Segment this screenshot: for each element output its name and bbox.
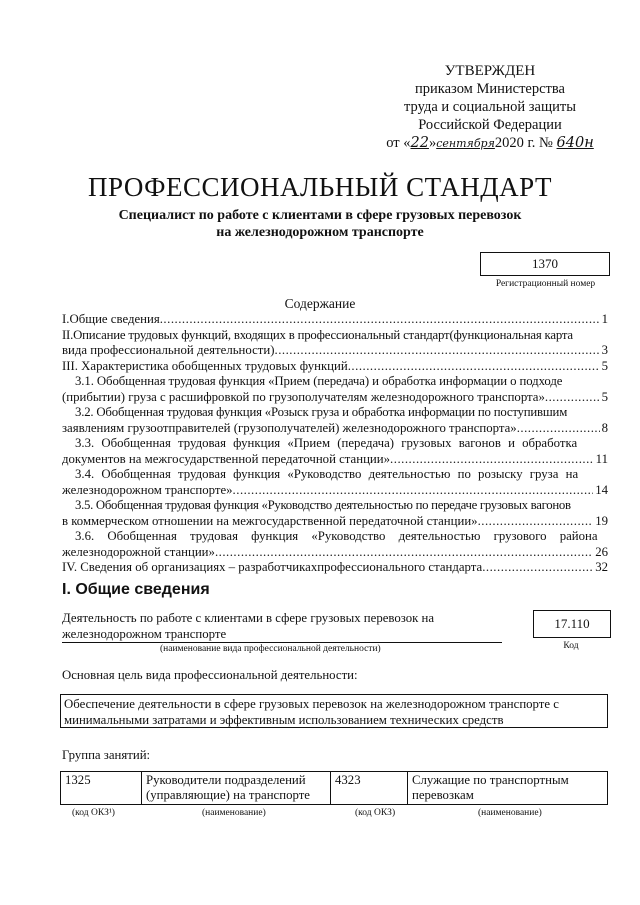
- toc-page: 14: [595, 482, 608, 497]
- toc-entry-3-2-cont: [62, 421, 608, 437]
- date-month: сентября: [436, 137, 495, 150]
- date-prefix: от «: [386, 135, 411, 151]
- goal-label: Основная цель вида профессиональной деятельности:: [62, 668, 358, 682]
- activity-caption: (наименование вида профессиональной деятельности): [160, 644, 381, 654]
- order-number: 640н: [556, 135, 594, 151]
- document-subtitle: [0, 207, 640, 241]
- document-title: ПРОФЕССИОНАЛЬНЫЙ СТАНДАРТ: [87, 172, 553, 202]
- toc-entry-3-6-cont: [62, 545, 608, 561]
- date-mid: »: [428, 135, 437, 151]
- toc-text: вида профессиональной деятельности): [62, 343, 275, 357]
- toc-entry-3-1[interactable]: [62, 374, 608, 390]
- toc-text: I.Общие сведения: [62, 312, 160, 326]
- activity-code-box: 17.110: [533, 610, 611, 638]
- toc-page: 5: [601, 389, 608, 404]
- okz-code-cell: 4323: [331, 772, 408, 805]
- activity-name-line-1: Деятельность по работе с клиентами в сфере грузовых перевозок на: [62, 611, 435, 625]
- toc-page: 32: [595, 560, 608, 574]
- subtitle-line-2: на железнодорожном транспорте: [216, 225, 424, 240]
- activity-name-line-2: железнодорожном транспорте: [62, 627, 227, 641]
- toc-leader: [478, 514, 594, 530]
- table-of-contents: [62, 312, 608, 576]
- approval-line-ministry: приказом Министерства: [415, 81, 565, 97]
- toc-leader: [390, 452, 594, 468]
- toc-text: 3.5. Обобщенная трудовая функция «Руководство деятельностью по передаче грузовых вагонов: [75, 498, 571, 512]
- registration-number-label: Регистрационный номер: [495, 279, 596, 289]
- toc-entry-3-4-cont: [62, 483, 608, 499]
- toc-text: железнодорожной станции»: [62, 544, 215, 559]
- toc-entry-ii[interactable]: II.Описание трудовых функций, входящих в профессиональный стандарт(функциональная карта: [62, 327, 573, 342]
- toc-leader: [215, 545, 593, 561]
- registration-number-box: 1370: [480, 252, 610, 276]
- approval-line-labor: труда и социальной защиты: [404, 99, 576, 115]
- toc-text: документов на межгосударственной передаточной станции»: [62, 451, 391, 466]
- occupation-group-label: Группа занятий:: [62, 748, 151, 762]
- toc-entry-3-5[interactable]: [62, 498, 608, 514]
- toc-leader: [275, 343, 600, 359]
- toc-entry-3-1-cont: [62, 390, 608, 406]
- toc-page: 1: [601, 312, 608, 326]
- toc-page: 5: [601, 358, 608, 373]
- toc-entry-3-5-cont: [62, 514, 608, 530]
- toc-text: 3.4. Обобщенная трудовая функция «Руководство деятельностью по розыску груза на: [75, 467, 579, 481]
- toc-leader: [545, 390, 600, 406]
- toc-entry-3-3-cont: [62, 452, 608, 468]
- goal-box: Обеспечение деятельности в сфере грузовых перевозок на железнодорожном транспорте с минимальными затратами и эффективным использованием технических средств: [60, 694, 608, 728]
- toc-text: 3.2. Обобщенная трудовая функция «Розыск груза и обработка информации по поступившим: [75, 405, 568, 419]
- subtitle-line-1: Специалист по работе с клиентами в сфере грузовых перевозок: [118, 208, 522, 223]
- okz-code-caption: (код ОКЗ): [355, 808, 396, 818]
- toc-entry-3-3[interactable]: [62, 436, 608, 452]
- toc-entry-3-4[interactable]: [62, 467, 608, 483]
- toc-leader: [233, 483, 594, 499]
- toc-leader: [160, 312, 600, 328]
- toc-page: 8: [601, 420, 608, 435]
- toc-entry-3-6[interactable]: [62, 529, 608, 545]
- occupation-name-cell: Руководители подразделений (управляющие) на транспорте: [142, 772, 331, 805]
- toc-text: в коммерческом отношении на межгосударственной передаточной станции»: [62, 513, 478, 528]
- toc-text: 3.3. Обобщенная трудовая функция «Прием (передача) грузовых вагонов и обработка: [75, 436, 578, 450]
- approval-block: [385, 62, 595, 153]
- date-year: 2020 г. №: [494, 135, 553, 151]
- occupation-name-cell: Служащие по транспортным перевозкам: [408, 772, 608, 805]
- approval-title: УТВЕРЖДЕН: [444, 63, 536, 79]
- toc-page: 19: [595, 513, 608, 528]
- date-day: 22: [410, 135, 429, 151]
- occupation-table: [60, 771, 608, 805]
- toc-page: 3: [601, 343, 608, 357]
- toc-entry-3-2[interactable]: [62, 405, 608, 421]
- toc-page: 26: [595, 544, 608, 559]
- toc-entry-iii[interactable]: [62, 359, 608, 375]
- toc-text: III. Характеристика обобщенных трудовых функций: [62, 358, 348, 373]
- occupation-name-caption: (наименование): [202, 808, 266, 818]
- section-heading: I. Общие сведения: [62, 581, 210, 598]
- toc-page: 11: [595, 451, 608, 466]
- toc-text: (прибытии) груза с расшифровкой по грузополучателям железнодорожного транспорта»: [62, 389, 545, 404]
- toc-leader: [517, 421, 600, 437]
- toc-entry-i[interactable]: [62, 312, 608, 328]
- toc-text: заявлениям грузоотправителей (грузополучателей) железнодорожного транспорта»: [62, 420, 517, 435]
- approval-date-line: [385, 134, 595, 153]
- toc-text: 3.1. Обобщенная трудовая функция «Прием (передача) и обработка информации о подходе: [75, 374, 563, 388]
- activity-code-caption: Код: [563, 641, 579, 651]
- toc-leader: [482, 560, 593, 576]
- okz-code-caption: (код ОКЗ¹): [72, 808, 115, 818]
- toc-text: 3.6. Обобщенная трудовая функция «Руководство деятельностью грузового района: [75, 529, 598, 543]
- activity-name: [62, 610, 502, 643]
- toc-entry-ii-cont: [62, 343, 608, 359]
- toc-text: IV. Сведения об организациях – разработчикахпрофессионального стандарта: [62, 560, 483, 574]
- table-row: [61, 772, 608, 805]
- contents-heading: Содержание: [284, 296, 356, 311]
- toc-text: железнодорожном транспорте»: [62, 482, 233, 497]
- approval-line-rf: Российской Федерации: [418, 117, 562, 133]
- toc-entry-iv[interactable]: [62, 560, 608, 576]
- okz-code-cell: 1325: [61, 772, 142, 805]
- toc-leader: [348, 359, 600, 375]
- occupation-name-caption: (наименование): [478, 808, 542, 818]
